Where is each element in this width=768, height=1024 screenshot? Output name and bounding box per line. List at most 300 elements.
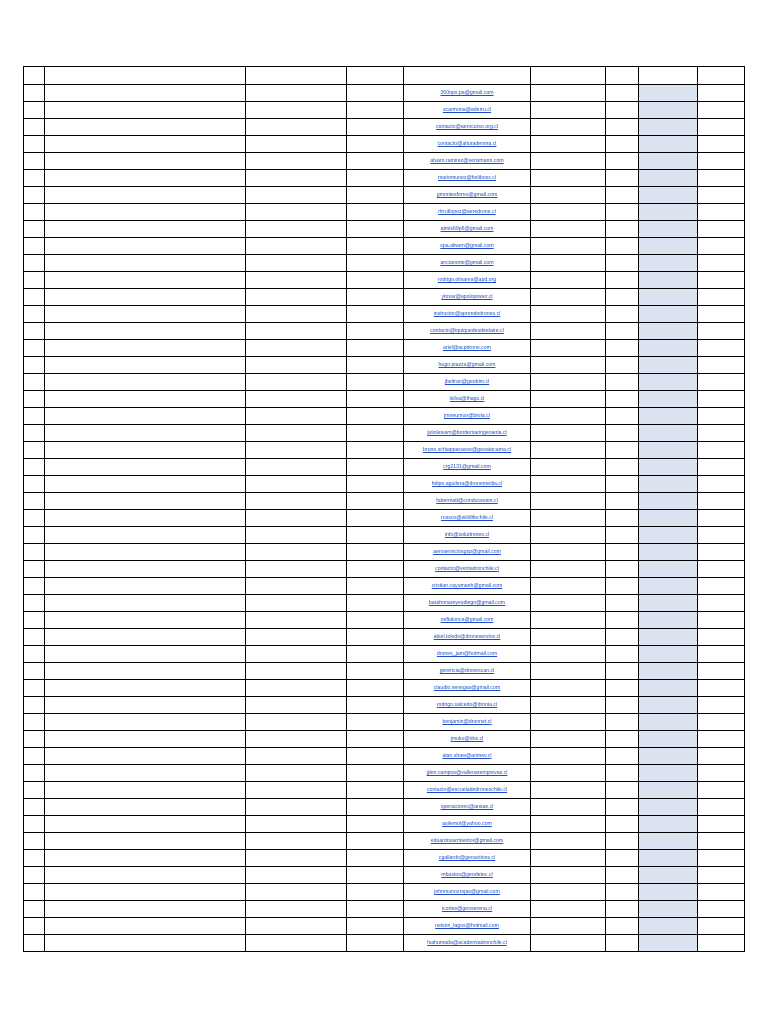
email-link[interactable]: contacto@aerocurso.org.cl (435, 124, 499, 130)
email-cell (404, 425, 531, 442)
table-row (24, 425, 745, 442)
email-link[interactable]: contacto@iquiquedesdeelaire.cl (430, 328, 504, 334)
email-link[interactable]: bruno.schiappacasse@geoatacama.cl (422, 447, 512, 453)
cell (606, 629, 639, 646)
cell (606, 306, 639, 323)
email-cell (404, 629, 531, 646)
cell (246, 476, 347, 493)
cell (531, 595, 606, 612)
cell (45, 204, 246, 221)
email-cell (404, 476, 531, 493)
cell (45, 221, 246, 238)
table-row (24, 697, 745, 714)
email-link[interactable]: drones_jam@hotmail.com (436, 651, 498, 657)
table-row (24, 153, 745, 170)
cell (606, 527, 639, 544)
cell (45, 561, 246, 578)
cell (45, 850, 246, 867)
cell (531, 731, 606, 748)
email-link[interactable]: icortes@geoserena.cl (441, 906, 493, 912)
email-link[interactable]: ancianorte@gmail.com (440, 260, 494, 266)
email-cell (404, 374, 531, 391)
cell (698, 391, 745, 408)
header-row (24, 67, 745, 85)
cell (246, 67, 347, 85)
cell (45, 918, 246, 935)
cell (246, 918, 347, 935)
cell (246, 510, 347, 527)
shaded-cell (639, 459, 698, 476)
cell (24, 357, 45, 374)
cell (24, 595, 45, 612)
cell (246, 340, 347, 357)
shaded-cell (639, 425, 698, 442)
cell (606, 289, 639, 306)
cell (531, 884, 606, 901)
email-cell (404, 493, 531, 510)
cell (606, 901, 639, 918)
email-link[interactable]: operaciones@ansae.cl (440, 804, 494, 810)
cell (531, 646, 606, 663)
email-link[interactable]: instructor@aprendedrones.cl (433, 311, 501, 317)
email-link[interactable]: nelson_lagos@hotmail.com (435, 923, 499, 929)
cell (606, 442, 639, 459)
email-cell (404, 935, 531, 952)
shaded-cell (639, 255, 698, 272)
cell (698, 204, 745, 221)
cell (45, 374, 246, 391)
email-link[interactable]: gerencia@dronescan.cl (439, 668, 495, 674)
cell (45, 391, 246, 408)
cell (45, 833, 246, 850)
shaded-cell (639, 561, 698, 578)
cell (698, 255, 745, 272)
email-link[interactable]: hugo.piazza@gmail.com (438, 362, 496, 368)
table-row (24, 238, 745, 255)
cell (246, 884, 347, 901)
shaded-cell (639, 731, 698, 748)
table-row (24, 136, 745, 153)
cell (45, 238, 246, 255)
table-row (24, 391, 745, 408)
email-link[interactable]: gmontesforno@gmail.com (436, 192, 498, 198)
table-row (24, 408, 745, 425)
cell (347, 595, 404, 612)
cell (347, 544, 404, 561)
cell (24, 561, 45, 578)
cell (531, 357, 606, 374)
cell (24, 323, 45, 340)
cell (45, 153, 246, 170)
cell (698, 714, 745, 731)
email-link[interactable]: alan.shaw@arimev.cl (442, 753, 492, 759)
cell (24, 884, 45, 901)
cell (698, 221, 745, 238)
cell (246, 544, 347, 561)
cell (347, 323, 404, 340)
cell (24, 646, 45, 663)
cell (531, 323, 606, 340)
table-row (24, 867, 745, 884)
email-link[interactable]: ariel@acpdrone.com (443, 345, 491, 351)
cell (347, 833, 404, 850)
cell (45, 765, 246, 782)
cell (45, 646, 246, 663)
cell (24, 527, 45, 544)
email-link[interactable]: asilemol@yahoo.com (442, 821, 492, 827)
cell (24, 102, 45, 119)
cell (24, 391, 45, 408)
email-link[interactable]: fsahumada@academiadronchile.cl (427, 940, 507, 946)
table-row (24, 833, 745, 850)
cell (347, 561, 404, 578)
cell (531, 680, 606, 697)
table-row (24, 204, 745, 221)
cell (45, 595, 246, 612)
cell (45, 578, 246, 595)
cell (531, 408, 606, 425)
cell (531, 459, 606, 476)
cell (246, 680, 347, 697)
email-link[interactable]: rodrigo.olivares@apd.org (437, 277, 497, 283)
cell (531, 527, 606, 544)
email-link[interactable]: 360ops.pa@gmail.com (440, 90, 494, 96)
cell (531, 612, 606, 629)
cell (347, 170, 404, 187)
email-cell (404, 697, 531, 714)
cell (698, 680, 745, 697)
email-link[interactable]: crg2131@gmail.com (443, 464, 491, 470)
email-link[interactable]: atmis69p6@gmail.com (440, 226, 494, 232)
cell (45, 629, 246, 646)
cell (531, 102, 606, 119)
cell (606, 476, 639, 493)
email-link[interactable]: rodrigo.salcedo@dronia.cl (436, 702, 498, 708)
email-link[interactable]: felipe.aguilera@dronemedia.cl (431, 481, 503, 487)
email-cell (404, 391, 531, 408)
cell (24, 493, 45, 510)
table-row (24, 255, 745, 272)
email-link[interactable]: alvaro.ramirez@sensmann.com (430, 158, 504, 164)
cell (24, 67, 45, 85)
email-link[interactable]: johnmunozrojas@gmail.com (434, 889, 500, 895)
cell (531, 170, 606, 187)
cell (246, 85, 347, 102)
cell (246, 816, 347, 833)
cell (24, 340, 45, 357)
cell (698, 731, 745, 748)
cell (246, 170, 347, 187)
cell (246, 425, 347, 442)
email-link[interactable]: mariomunez@heliboss.cl (437, 175, 497, 181)
email-link[interactable]: mbustos@geodetec.cl (441, 872, 493, 878)
shaded-cell (639, 663, 698, 680)
shaded-cell (639, 578, 698, 595)
email-link[interactable]: contacto@ventadronchile.cl (435, 566, 499, 572)
cell (246, 901, 347, 918)
email-link[interactable]: ytovar@apolopower.cl (441, 294, 493, 300)
cell (246, 935, 347, 952)
cell (45, 357, 246, 374)
email-cell (404, 153, 531, 170)
email-cell (404, 799, 531, 816)
shaded-cell (639, 340, 698, 357)
cell (347, 901, 404, 918)
shaded-cell (639, 187, 698, 204)
shaded-cell (639, 918, 698, 935)
cell (347, 442, 404, 459)
cell (698, 527, 745, 544)
cell (606, 918, 639, 935)
cell (606, 153, 639, 170)
email-link[interactable]: fabermatt@conducesion.cl (436, 498, 498, 504)
cell (698, 595, 745, 612)
email-link[interactable]: aeroserviciosgsp@gmail.com (433, 549, 501, 555)
cell (45, 170, 246, 187)
cell (531, 697, 606, 714)
cell (531, 493, 606, 510)
table-row (24, 493, 745, 510)
email-link[interactable]: neftalonca@gmail.com (440, 617, 494, 623)
cell (347, 578, 404, 595)
cell (24, 255, 45, 272)
shaded-cell (639, 306, 698, 323)
cell (531, 306, 606, 323)
shaded-cell (639, 850, 698, 867)
cell (606, 663, 639, 680)
cell (24, 289, 45, 306)
email-cell (404, 510, 531, 527)
cell (347, 680, 404, 697)
cell (24, 204, 45, 221)
shaded-cell (639, 170, 698, 187)
email-cell (404, 408, 531, 425)
shaded-cell (639, 102, 698, 119)
email-link[interactable]: contacto@escueladedroneschile.cl (426, 787, 508, 793)
cell (531, 867, 606, 884)
email-link[interactable]: benjamin@dronnet.cl (442, 719, 492, 725)
cell (45, 527, 246, 544)
email-link[interactable]: rtrrutlopez@aeredrone.cl (438, 209, 496, 215)
shaded-cell (639, 646, 698, 663)
cell (45, 935, 246, 952)
cell (24, 272, 45, 289)
cell (246, 629, 347, 646)
table-row (24, 340, 745, 357)
cell (246, 646, 347, 663)
cell (45, 255, 246, 272)
cell (347, 187, 404, 204)
cell (606, 323, 639, 340)
cell (698, 816, 745, 833)
cell (606, 459, 639, 476)
cell (698, 612, 745, 629)
cell (246, 255, 347, 272)
table-row (24, 731, 745, 748)
cell (606, 238, 639, 255)
cell (606, 408, 639, 425)
table-row (24, 459, 745, 476)
email-cell (404, 646, 531, 663)
cell (24, 306, 45, 323)
cell (246, 102, 347, 119)
shaded-cell (639, 323, 698, 340)
email-link[interactable]: abiel.toledo@droneservice.cl (433, 634, 501, 640)
email-link[interactable]: lsilva@thags.cl (449, 396, 485, 402)
table-row (24, 561, 745, 578)
cell (606, 102, 639, 119)
cell (45, 408, 246, 425)
shaded-cell (639, 204, 698, 221)
cell (45, 187, 246, 204)
table-row (24, 289, 745, 306)
email-link[interactable]: cristian.cayumanh@gmail.com (431, 583, 503, 589)
cell (606, 595, 639, 612)
cell (246, 136, 347, 153)
cell (246, 153, 347, 170)
cell (698, 408, 745, 425)
email-cell (404, 816, 531, 833)
cell (246, 204, 347, 221)
email-link[interactable]: spa.aliwen@gmail.com (440, 243, 494, 249)
cell (347, 612, 404, 629)
table-row (24, 612, 745, 629)
cell (347, 408, 404, 425)
cell (24, 867, 45, 884)
cell (45, 425, 246, 442)
email-link[interactable]: info@soludrones.cl (444, 532, 490, 538)
cell (531, 918, 606, 935)
cell (531, 204, 606, 221)
cell (347, 646, 404, 663)
cell (698, 85, 745, 102)
cell (246, 612, 347, 629)
email-cell (404, 918, 531, 935)
shaded-cell (639, 221, 698, 238)
email-cell (404, 272, 531, 289)
email-cell (404, 595, 531, 612)
cell (347, 357, 404, 374)
table-row (24, 476, 745, 493)
cell (698, 67, 745, 85)
cell (24, 408, 45, 425)
cell (246, 187, 347, 204)
shaded-cell (639, 697, 698, 714)
email-cell (404, 765, 531, 782)
cell (24, 170, 45, 187)
email-cell (404, 833, 531, 850)
cell (606, 867, 639, 884)
cell (347, 67, 404, 85)
cell (531, 629, 606, 646)
email-link[interactable]: contacto@alturademira.cl (437, 141, 497, 147)
cell (606, 782, 639, 799)
cell (246, 578, 347, 595)
cell (246, 697, 347, 714)
cell (531, 765, 606, 782)
cell (531, 782, 606, 799)
email-link[interactable]: julioleivam@bordemaringenieria.cl (427, 430, 507, 436)
cell (45, 119, 246, 136)
cell (698, 561, 745, 578)
cell (347, 850, 404, 867)
email-cell (404, 119, 531, 136)
shaded-cell (639, 867, 698, 884)
email-link[interactable]: scarmona@aderru.cl (442, 107, 492, 113)
email-link[interactable]: jbeltran@geobim.cl (444, 379, 490, 385)
cell (698, 884, 745, 901)
email-cell (404, 323, 531, 340)
cell (606, 697, 639, 714)
cell (246, 595, 347, 612)
cell (24, 629, 45, 646)
cell (698, 901, 745, 918)
cell (24, 816, 45, 833)
cell (45, 816, 246, 833)
cell (531, 187, 606, 204)
cell (246, 357, 347, 374)
cell (45, 442, 246, 459)
email-link[interactable]: eduardosarmientor@gmail.com (430, 838, 504, 844)
cell (347, 714, 404, 731)
shaded-cell (639, 527, 698, 544)
table-row (24, 221, 745, 238)
table-row (24, 714, 745, 731)
cell (606, 67, 639, 85)
email-link[interactable]: glen.campos@vallenaremprevas.cl (426, 770, 508, 776)
email-link[interactable]: claudio.venegas@gmail.com (433, 685, 501, 691)
email-link[interactable]: cgallardo@geoactivos.cl (438, 855, 496, 861)
email-link[interactable]: jmneumun@biota.cl (444, 413, 490, 419)
table-row (24, 357, 745, 374)
cell (531, 850, 606, 867)
cell (24, 663, 45, 680)
shaded-cell (639, 901, 698, 918)
cell (24, 765, 45, 782)
email-link[interactable]: rcasco@wildlifechile.cl (441, 515, 493, 521)
cell (24, 85, 45, 102)
cell (24, 731, 45, 748)
email-cell (404, 221, 531, 238)
email-cell (404, 357, 531, 374)
shaded-cell (639, 272, 698, 289)
email-cell (404, 731, 531, 748)
cell (347, 510, 404, 527)
cell (606, 748, 639, 765)
cell (531, 67, 606, 85)
cell (606, 833, 639, 850)
cell (698, 544, 745, 561)
shaded-cell (639, 935, 698, 952)
cell (45, 136, 246, 153)
cell (698, 374, 745, 391)
cell (698, 578, 745, 595)
cell (531, 119, 606, 136)
email-link[interactable]: jmuko@dns.cl (450, 736, 484, 742)
email-link[interactable]: barahonareyesdiego@gmail.com (428, 600, 506, 606)
cell (45, 714, 246, 731)
cell (404, 67, 531, 85)
cell (606, 612, 639, 629)
email-cell (404, 459, 531, 476)
cell (606, 935, 639, 952)
table-row (24, 102, 745, 119)
cell (24, 136, 45, 153)
cell (606, 136, 639, 153)
cell (347, 765, 404, 782)
table-row (24, 884, 745, 901)
table-row (24, 119, 745, 136)
